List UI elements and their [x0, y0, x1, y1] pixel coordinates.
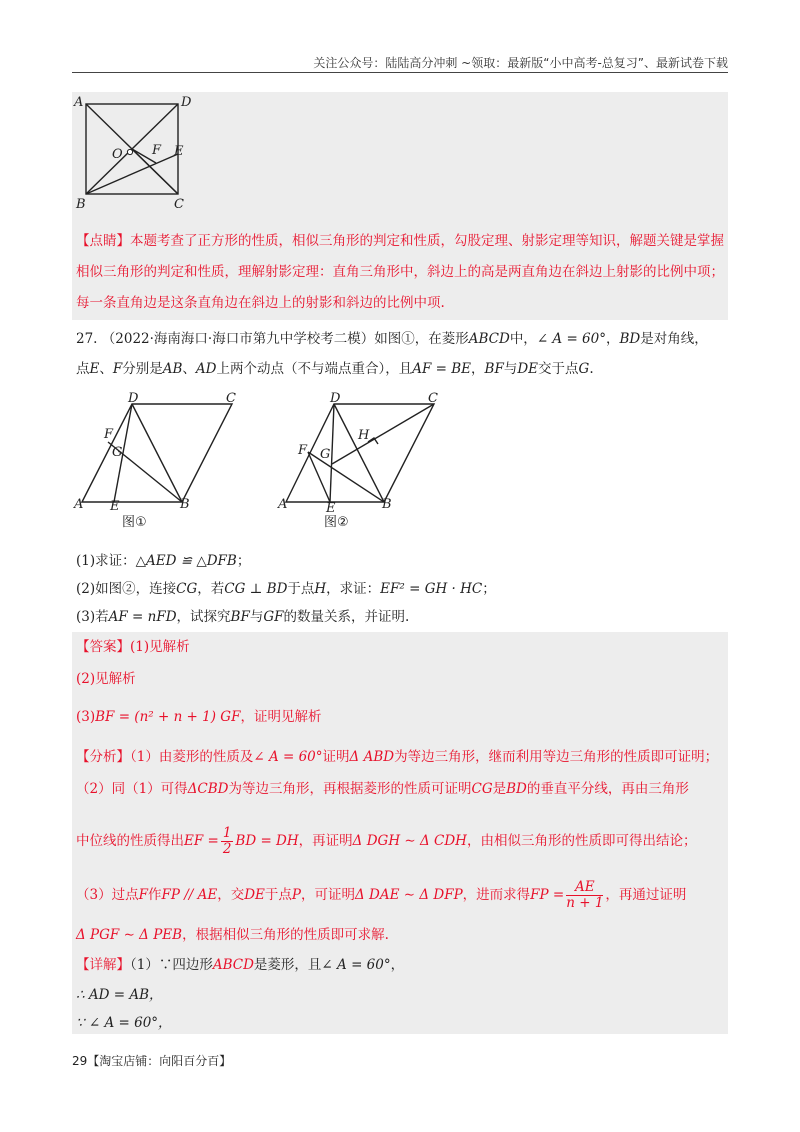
- analysis-line-4: [76, 880, 726, 911]
- analysis-text: 为等边三角形，再根据菱形的性质可证明: [228, 781, 472, 797]
- page-footer: [72, 1052, 231, 1069]
- q27-line2: [76, 360, 726, 378]
- analysis-text: 为等边三角形，继而利用等边三角形的性质即可证明；: [394, 749, 719, 765]
- math-answer-3: BF = (n² + n + 1) GF: [95, 709, 241, 725]
- math-ef-squared: EF² = GH · HC: [380, 581, 483, 597]
- fraction-denominator: n + 1: [566, 895, 604, 911]
- subq-text: ，求证：: [326, 581, 381, 597]
- math-ad-eq-ab: ∴ AD = AB，: [76, 987, 163, 1003]
- answer-1: (1)见解析: [130, 639, 190, 655]
- math-af-eq-be: AF = BE: [412, 361, 472, 377]
- math-abcd: ABCD: [212, 957, 254, 973]
- q27-line1: [76, 330, 726, 348]
- label-b: B: [382, 497, 392, 512]
- subq-text: ，试探究: [176, 609, 231, 625]
- analysis-text: （1）由菱形的性质及: [130, 749, 254, 765]
- math-triangle-cbd: ΔCBD: [187, 781, 229, 797]
- subq-1: [76, 552, 726, 570]
- analysis-text: 的垂直平分线，再由三角形: [526, 781, 689, 797]
- analysis-text: ，交: [217, 887, 245, 903]
- analysis-text: 于点: [264, 887, 292, 903]
- detail-text: 是菱形，且: [253, 957, 322, 973]
- label-g: G: [112, 445, 123, 460]
- label-g: G: [320, 447, 331, 462]
- q27-text: ，: [606, 331, 620, 347]
- math-de: DE: [244, 887, 265, 903]
- caption-figure-1: 图①: [122, 515, 147, 530]
- label-c: C: [226, 392, 236, 406]
- label-h: H: [358, 428, 370, 443]
- math-cg: CG: [176, 581, 198, 597]
- label-f: F: [298, 443, 308, 458]
- analysis-line-5: [76, 926, 726, 944]
- label-f: F: [152, 143, 162, 158]
- q27-text: 、: [99, 361, 113, 377]
- math-ad: AD: [195, 361, 217, 377]
- math-h: H: [314, 581, 327, 597]
- answer-3-text: ，证明见解析: [240, 709, 322, 725]
- math-angle-a: ∠ A = 60°: [321, 957, 391, 973]
- fraction-numerator: 1: [222, 825, 232, 841]
- label-a: A: [74, 497, 84, 512]
- analysis-text: 中位线的性质得出: [76, 833, 184, 849]
- analysis-line-2: [76, 780, 726, 798]
- subq-3: [76, 608, 726, 626]
- math-e: E: [89, 361, 100, 377]
- math-cg-perp-bd: CG ⊥ BD: [224, 581, 288, 597]
- q27-text: .: [589, 361, 594, 377]
- fraction-one-half: [221, 826, 234, 857]
- q27-text: 中，: [509, 331, 537, 347]
- math-triangle-abd: Δ ABD: [349, 749, 395, 765]
- label-b: B: [76, 197, 86, 212]
- subq-text: (3)若: [76, 609, 109, 625]
- q27-text: 分别是: [122, 361, 163, 377]
- math-abcd: ABCD: [468, 331, 510, 347]
- math-fp-parallel-ae: FP // AE: [161, 887, 218, 903]
- point-o-marker: [127, 149, 132, 154]
- analysis-text: ，再通过证明: [605, 887, 687, 903]
- analysis-text: （2）同（1）可得: [76, 781, 188, 797]
- subq-2: [76, 580, 726, 598]
- subq-text: ；: [236, 553, 251, 569]
- caption-figure-2: 图②: [324, 515, 349, 530]
- math-bd: BD: [619, 331, 641, 347]
- math-similar-dae-dfp: Δ DAE ∼ Δ DFP: [354, 887, 463, 903]
- math-bf: BF: [484, 361, 504, 377]
- math-p: P: [291, 887, 301, 903]
- math-g: G: [578, 361, 590, 377]
- dianjing-tag: 【点睛】: [76, 233, 130, 249]
- segment-de: [330, 404, 334, 502]
- math-ab: AB: [162, 361, 183, 377]
- analysis-text: ，进而求得: [462, 887, 531, 903]
- answer-tag: 【答案】: [76, 639, 130, 655]
- segment-be: [86, 154, 178, 194]
- detail-tag: 【详解】: [76, 957, 130, 973]
- answer-2: (2)见解析: [76, 671, 136, 687]
- analysis-text: ，根据相似三角形的性质即可求解.: [182, 927, 389, 943]
- q27-text: 、: [182, 361, 196, 377]
- answer-line-2: [76, 670, 726, 688]
- detail-text: ，: [390, 957, 405, 973]
- subq-text: 于点: [287, 581, 315, 597]
- analysis-text: ，再证明: [298, 833, 353, 849]
- subq-text: (1)求证：: [76, 553, 136, 569]
- page-number: 29: [72, 1054, 88, 1068]
- detail-line-1: [76, 956, 726, 974]
- label-a: A: [278, 497, 288, 512]
- header-rule: [72, 72, 728, 73]
- label-c: C: [174, 197, 184, 212]
- label-c: C: [428, 392, 438, 406]
- q27-source: （2022·海南海口·海口市第九中学校考二模）: [101, 331, 375, 347]
- label-e: E: [110, 499, 120, 514]
- analysis-text: （3）过点: [76, 887, 139, 903]
- q27-text: ，: [471, 361, 485, 377]
- math-ef: EF =: [184, 833, 219, 849]
- math-f: F: [138, 887, 148, 903]
- label-a: A: [74, 95, 84, 110]
- footer-text: 【淘宝店铺：向阳百分百】: [87, 1054, 232, 1068]
- label-d: D: [181, 95, 192, 110]
- math-similar-dgh-cdh: Δ DGH ∼ Δ CDH: [352, 833, 467, 849]
- math-bd-dh: BD = DH: [235, 833, 299, 849]
- analysis-line-1: [76, 748, 726, 766]
- q27-text: 上两个动点（不与端点重合），且: [216, 361, 413, 377]
- fraction-denominator: 2: [222, 841, 232, 857]
- diagonal-bd: [334, 404, 384, 502]
- math-f: F: [112, 361, 123, 377]
- math-bd: BD: [506, 781, 527, 797]
- diagonal-bd: [132, 404, 182, 502]
- subq-text: (2)如图②，连接: [76, 581, 177, 597]
- math-fp: FP =: [530, 887, 565, 903]
- label-o: O: [112, 147, 123, 162]
- analysis-text: 证明: [322, 749, 350, 765]
- math-cg: CG: [471, 781, 493, 797]
- rhombus-figure-1: [68, 392, 248, 532]
- label-e: E: [326, 501, 336, 516]
- math-de: DE: [517, 361, 539, 377]
- math-congruence: △AED ≌ △DFB: [135, 553, 237, 569]
- analysis-tag: 【分析】: [76, 749, 130, 765]
- math-angle-a: ∠ A = 60°: [253, 749, 323, 765]
- q27-text: 如图①，在菱形: [374, 331, 469, 347]
- math-angle-a-60: ∵ ∠ A = 60°，: [76, 1015, 172, 1031]
- right-angle-mark: [368, 438, 378, 444]
- detail-line-2: [76, 986, 726, 1004]
- fraction-ae-over-n1: [566, 880, 603, 911]
- dianjing-paragraph: [76, 226, 726, 319]
- math-af-nfd: AF = nFD: [108, 609, 177, 625]
- detail-text: （1）∵四边形: [130, 957, 213, 973]
- dianjing-text: 本题考查了正方形的性质，相似三角形的判定和性质，勾股定理、射影定理等知识，解题关键是掌握相似三角形的判定和性质，理解射影定理：直角三角形中，斜边上的高是两直角边在斜边上射影的比例中项；每一条直角边是这条直角边在斜边上的射影和斜边的比例中项.: [76, 233, 724, 311]
- q27-text: 是对角线，: [640, 331, 708, 347]
- label-f: F: [104, 427, 114, 442]
- detail-line-3: [76, 1014, 726, 1032]
- analysis-text: ，可证明: [300, 887, 355, 903]
- square-figure: [72, 92, 202, 212]
- math-similar-pgf-peb: Δ PGF ∼ Δ PEB: [76, 927, 183, 943]
- analysis-text: ，由相似三角形的性质即可得出结论；: [466, 833, 697, 849]
- q27-text: 与: [503, 361, 518, 377]
- label-d: D: [128, 392, 139, 406]
- label-b: B: [180, 497, 190, 512]
- math-angle-a: ∠ A = 60°: [536, 331, 606, 347]
- page-header: 关注公众号：陆陆高分冲刺 ~领取：最新版“小中高考-总复习”、最新试卷下载: [313, 56, 728, 70]
- analysis-line-3: [76, 826, 726, 857]
- q27-text: 点: [76, 361, 90, 377]
- subq-text: 与: [249, 609, 264, 625]
- rhombus-figure-2: [272, 392, 452, 532]
- subq-text: ；: [482, 581, 496, 597]
- answer-3-label: (3): [76, 709, 96, 725]
- answer-line-1: [76, 638, 726, 656]
- subq-text: 的数量关系，并证明.: [283, 609, 410, 625]
- answer-line-3: [76, 708, 726, 726]
- math-bf: BF: [230, 609, 250, 625]
- analysis-text: 作: [147, 887, 162, 903]
- subq-text: ，若: [197, 581, 225, 597]
- label-d: D: [330, 392, 341, 406]
- q27-text: 交于点: [538, 361, 579, 377]
- q27-number: 27.: [76, 331, 98, 347]
- analysis-text: 是: [492, 781, 507, 797]
- math-gf: GF: [263, 609, 284, 625]
- fraction-numerator: AE: [566, 880, 603, 896]
- label-e: E: [174, 144, 184, 159]
